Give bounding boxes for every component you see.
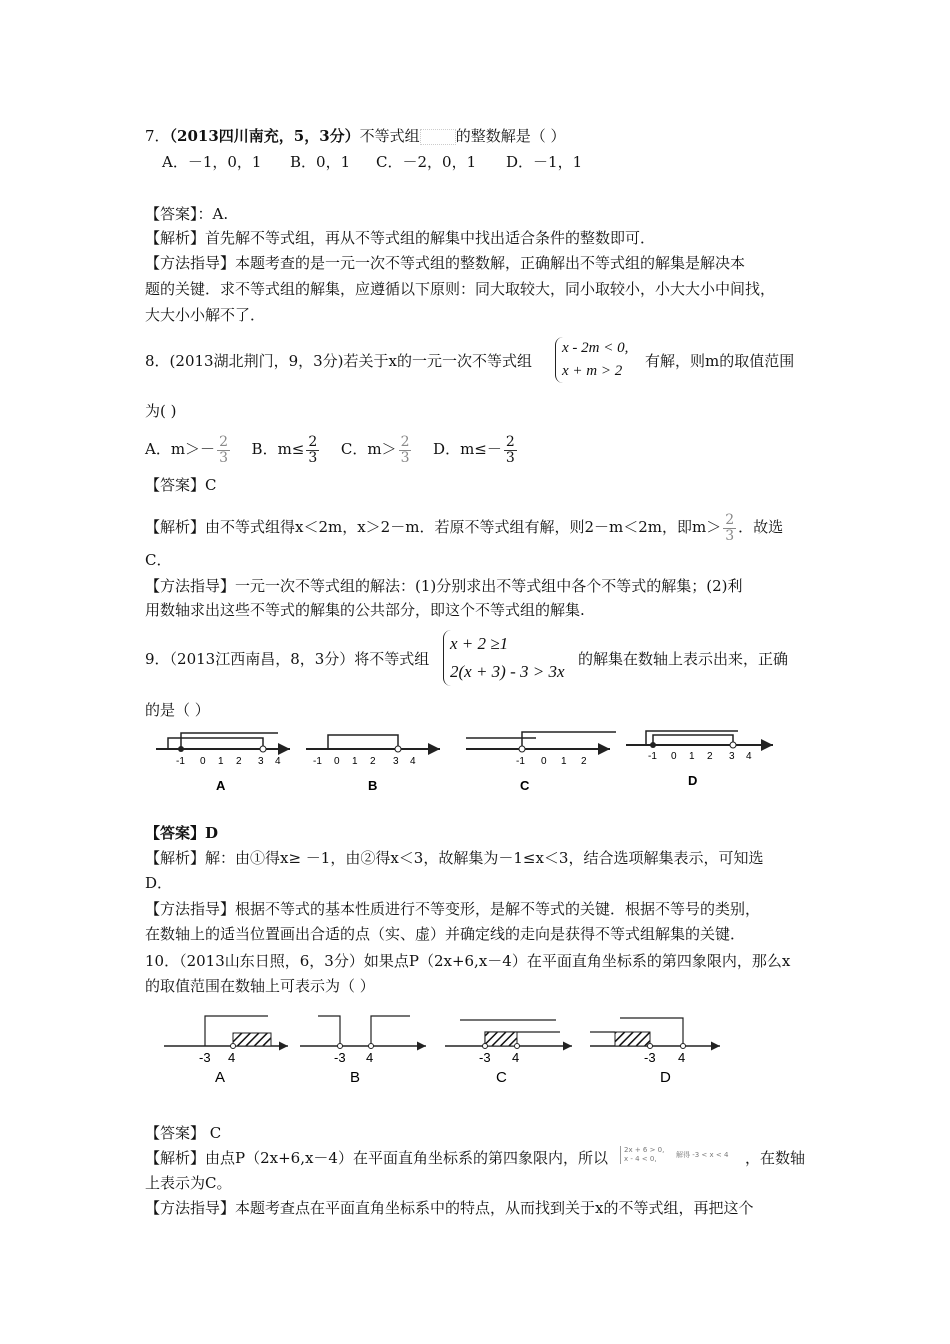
q7-option-d: D．－1，1 xyxy=(506,153,583,171)
q9-method-2: 在数轴上的适当位置画出合适的点（实、虚）并确定线的走向是获得不等式组解集的关键． xyxy=(145,925,746,943)
q9-analysis-2: D． xyxy=(145,874,173,892)
q7-option-c: C．－2，0，1 xyxy=(376,153,477,171)
q7-option-a: A．－1，0，1 xyxy=(162,153,262,171)
q7-option-b: B．0，1 xyxy=(290,153,351,171)
q7-method-3: 大大小小解不了． xyxy=(145,306,266,324)
q8-stem: 8．(2013湖北荆门，9，3分)若关于x的一元一次不等式组 xyxy=(145,352,532,370)
q8-stem-2: 为( ) xyxy=(145,402,177,420)
q9-number-lines xyxy=(148,725,808,805)
q10-answer: 【答案】 C xyxy=(145,1124,222,1142)
svg-text:-3: -3 xyxy=(644,1050,656,1065)
q7-source: （2013四川南充，5，3分） xyxy=(169,127,360,145)
q10-analysis-2: 上表示为C。 xyxy=(145,1174,232,1192)
q10-stem: 10．（2013山东日照，6，3分）如果点P（2x+6,x－4）在平面直角坐标系的第四象限内，那么x xyxy=(145,952,791,970)
svg-text:1: 1 xyxy=(561,756,567,767)
svg-text:2: 2 xyxy=(581,756,587,767)
q10-stem-2: 的取值范围在数轴上可表示为（ ） xyxy=(145,977,375,995)
svg-text:4: 4 xyxy=(746,751,752,762)
q8-options xyxy=(145,432,519,466)
q8-method-1: 【方法指导】一元一次不等式组的解法：(1)分别求出不等式组中各个不等式的解集；(2)利 xyxy=(145,577,743,595)
svg-text:0: 0 xyxy=(541,756,547,767)
q8-sys-line2: x + m > 2 xyxy=(562,363,623,379)
q8-option-c: C．m＞ $\frac{2}{3}$ xyxy=(340,433,410,466)
q10-mini-system: 2x + 6 > 0, x - 4 < 0, xyxy=(620,1146,664,1164)
q9-option-a-numberline xyxy=(156,733,290,793)
svg-text:1: 1 xyxy=(352,756,358,767)
q9-sys-line2: 2(x + 3) - 3 > 3x xyxy=(450,662,565,681)
q10-number-lines xyxy=(160,1012,740,1092)
q10-method: 【方法指导】本题考查点在平面直角坐标系中的特点，从而找到关于x的不等式组，再把这个 xyxy=(145,1199,754,1217)
q8-option-a: A．m＞－ $\frac{2}{3}$ xyxy=(145,433,228,466)
q7-method-1: 【方法指导】本题考查的是一元一次不等式组的整数解，正确解出不等式组的解集是解决本 xyxy=(145,254,746,272)
q10-label-b: B xyxy=(350,1069,361,1086)
q8-system xyxy=(555,337,628,383)
svg-text:-3: -3 xyxy=(334,1050,346,1065)
q9-stem-2: 的是（ ） xyxy=(145,701,210,719)
q9-label-d: D xyxy=(688,773,698,788)
q10-label-a: A xyxy=(215,1069,226,1086)
svg-text:2: 2 xyxy=(370,756,376,767)
q10-analysis-post: ，在数轴 xyxy=(745,1149,806,1167)
q9-sys-line1: x + 2 ≥1 xyxy=(450,634,509,653)
svg-text:-1: -1 xyxy=(313,756,322,767)
svg-text:4: 4 xyxy=(275,756,281,767)
q8-sys-line1: x - 2m < 0, xyxy=(562,340,629,356)
q10-label-c: C xyxy=(496,1069,507,1086)
q8-method-2: 用数轴求出这些不等式的解集的公共部分，即这个不等式组的解集. xyxy=(145,601,585,619)
q9-system xyxy=(443,630,565,686)
svg-text:-3: -3 xyxy=(479,1050,491,1065)
q9-label-c: C xyxy=(520,778,530,793)
svg-text:1: 1 xyxy=(689,751,695,762)
svg-text:4: 4 xyxy=(512,1050,520,1065)
svg-text:3: 3 xyxy=(729,751,735,762)
svg-text:-1: -1 xyxy=(648,751,657,762)
svg-text:0: 0 xyxy=(334,756,340,767)
svg-text:3: 3 xyxy=(258,756,264,767)
svg-text:-1: -1 xyxy=(176,756,185,767)
svg-text:3: 3 xyxy=(393,756,399,767)
q10-analysis: 【解析】由点P（2x+6,x－4）在平面直角坐标系的第四象限内，所以 xyxy=(145,1149,608,1167)
svg-text:4: 4 xyxy=(228,1050,236,1065)
q7-options xyxy=(162,151,582,173)
q9-option-b-numberline xyxy=(306,735,440,793)
q9-option-d-numberline xyxy=(626,731,773,788)
q7-analysis: 【解析】首先解不等式组，再从不等式组的解集中找出适合条件的整数即可． xyxy=(145,229,656,247)
svg-text:-1: -1 xyxy=(516,756,525,767)
svg-text:4: 4 xyxy=(678,1050,686,1065)
q10-option-a-numberline xyxy=(164,1016,288,1086)
svg-text:-3: -3 xyxy=(199,1050,211,1065)
q9-option-c-numberline xyxy=(466,732,616,793)
q7-stem: 7．（2013四川南充，5，3分）不等式组 的整数解是（ ） xyxy=(145,127,566,145)
q7-faded-inequality xyxy=(420,129,456,145)
q10-option-c-numberline xyxy=(445,1020,572,1086)
q7-answer: 【答案】：A. xyxy=(145,205,229,223)
svg-text:0: 0 xyxy=(671,751,677,762)
q8-answer: 【答案】C xyxy=(145,476,217,494)
q10-label-d: D xyxy=(660,1069,671,1086)
q7-method-2: 题的关键．求不等式组的解集，应遵循以下原则：同大取较大，同小取较小，小大大小中间找， xyxy=(145,280,776,298)
q8-stem-post: 有解，则m的取值范围 xyxy=(645,352,795,370)
q10-option-b-numberline xyxy=(300,1016,426,1086)
q8-option-d: D．m≤－ $\frac{2}{3}$ xyxy=(433,433,515,466)
svg-text:2: 2 xyxy=(236,756,242,767)
svg-text:4: 4 xyxy=(366,1050,374,1065)
svg-text:4: 4 xyxy=(410,756,416,767)
q9-stem: 9．（2013江西南昌，8，3分）将不等式组 xyxy=(145,650,430,668)
q8-option-b: B．m≤ $\frac{2}{3}$ xyxy=(251,433,318,466)
svg-text:0: 0 xyxy=(200,756,206,767)
q9-stem-post: 的解集在数轴上表示出来，正确 xyxy=(578,650,789,668)
svg-text:2: 2 xyxy=(707,751,713,762)
q9-label-a: A xyxy=(216,778,226,793)
q10-option-d-numberline xyxy=(590,1018,720,1086)
q9-label-b: B xyxy=(368,778,378,793)
q9-analysis: 【解析】解：由①得x≥ －1，由②得x＜3，故解集为－1≤x＜3，结合选项解集表示，可知选 xyxy=(145,849,764,867)
q9-answer: 【答案】D xyxy=(145,824,219,842)
q9-method-1: 【方法指导】根据不等式的基本性质进行不等变形，是解不等式的关键．根据不等号的类别， xyxy=(145,900,761,918)
q8-analysis: 【解析】由不等式组得x＜2m，x＞2－m．若原不等式组有解，则2－m＜2m，即m＞ $\frac{2}{3}$ ．故选 xyxy=(145,511,784,544)
svg-text:1: 1 xyxy=(218,756,224,767)
q8-analysis-2: C． xyxy=(145,551,172,569)
q10-mini-note: 解得 -3 < x < 4 xyxy=(676,1151,729,1159)
